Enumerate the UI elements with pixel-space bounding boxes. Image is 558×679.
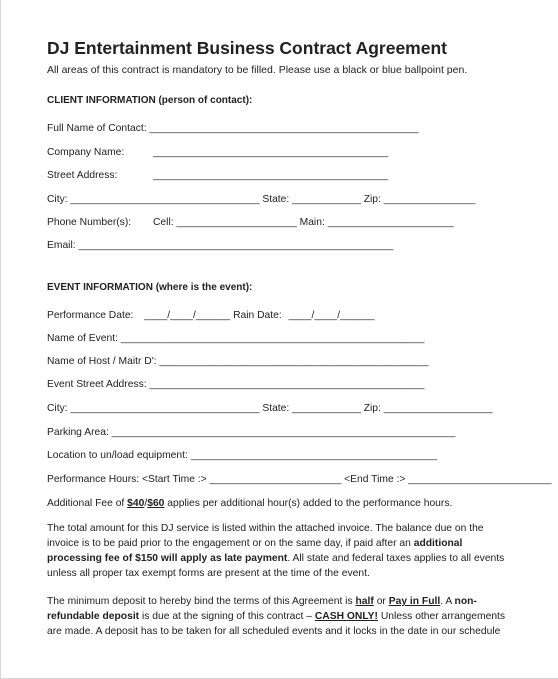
payment-terms-line-3 — [47, 551, 525, 566]
deposit-line-1-tail: . A — [440, 596, 452, 607]
event-name-row — [47, 333, 424, 344]
non-bold: non- — [454, 596, 477, 607]
event-city-row — [47, 403, 493, 414]
form-title: DJ Entertainment Business Contract Agreement — [47, 38, 447, 58]
deposit-terms-paragraph — [47, 594, 525, 639]
host-label: Name of Host / Maitr D': — [47, 356, 157, 367]
deposit-terms-line-1 — [47, 594, 525, 609]
event-hours-row — [47, 474, 551, 485]
fee-prefix: Additional Fee of — [47, 498, 125, 509]
payment-terms-line-2 — [47, 536, 525, 551]
client-city-row — [47, 194, 475, 205]
fee-40: $40 — [127, 498, 145, 509]
company-field[interactable]: _________________________________________ — [153, 147, 388, 158]
deposit-line-2-text: is due at the signing of this contract – — [141, 611, 312, 622]
hours-label: Performance Hours: — [47, 474, 140, 485]
client-full-name-row — [47, 123, 419, 134]
fee-suffix: applies per additional hour(s) added to the performance hours. — [167, 498, 453, 509]
city-field[interactable]: _________________________________ — [70, 194, 260, 205]
start-time-label: <Start Time :> — [142, 474, 207, 485]
fee-separator: / — [144, 498, 148, 509]
load-label: Location to un/load equipment: — [47, 450, 188, 461]
additional-fee-row — [47, 498, 452, 509]
cell-field[interactable]: _____________________ — [176, 217, 297, 228]
deposit-terms-line-2 — [47, 609, 525, 624]
half-bold: half — [355, 596, 374, 607]
event-city-field[interactable]: _________________________________ — [70, 403, 260, 414]
additional-bold: additional — [413, 538, 463, 549]
cell-label: Cell: — [153, 217, 174, 228]
cash-only-bold: CASH ONLY! — [314, 611, 378, 622]
event-name-field[interactable]: _____________________________________________________ — [120, 333, 425, 344]
performance-date-label: Performance Date: — [47, 310, 134, 321]
event-street-field[interactable]: ________________________________________________ — [149, 379, 425, 390]
event-load-row — [47, 450, 437, 461]
full-name-field[interactable]: _______________________________________________ — [149, 123, 419, 134]
payment-terms-line-2-text: invoice is to be paid prior to the engagement or on the same day, if paid after an — [47, 538, 411, 549]
event-street-row — [47, 379, 424, 390]
event-host-row — [47, 356, 429, 367]
full-name-label: Full Name of Contact: — [47, 123, 147, 134]
payment-terms-line-1: The total amount for this DJ service is listed within the attached invoice. The balance due on the — [47, 523, 484, 534]
client-email-row — [47, 240, 393, 251]
deposit-terms-line-3: are made. A deposit has to be taken for all scheduled events and it locks in the date in our schedule — [47, 626, 501, 637]
payment-terms-paragraph — [47, 521, 525, 581]
payment-terms-line-3-text: . All state and federal taxes applies to all events — [287, 553, 505, 564]
state-field[interactable]: ____________ — [292, 194, 361, 205]
event-street-label: Event Street Address: — [47, 379, 147, 390]
event-parking-row — [47, 427, 455, 438]
state-label: State: — [262, 194, 290, 205]
city-label: City: — [47, 194, 68, 205]
event-zip-label: Zip: — [363, 403, 381, 414]
fee-60: $60 — [147, 498, 165, 509]
event-state-label: State: — [262, 403, 290, 414]
client-company-row — [47, 147, 388, 158]
deposit-line-1-text: The minimum deposit to hereby bind the terms of this Agreement is — [47, 596, 353, 607]
performance-date-field[interactable]: ____/____/______ — [144, 310, 231, 321]
client-street-row — [47, 170, 388, 181]
parking-label: Parking Area: — [47, 427, 109, 438]
rain-date-field[interactable]: ____/____/______ — [288, 310, 375, 321]
event-section-heading: EVENT INFORMATION (where is the event): — [47, 282, 253, 293]
event-date-row — [47, 310, 375, 321]
end-time-label: <End Time :> — [344, 474, 406, 485]
client-phone-row — [47, 217, 454, 228]
host-field[interactable]: _______________________________________________ — [159, 356, 429, 367]
form-instructions: All areas of this contract is mandatory to be filled. Please use a black or blue ballpoint pen. — [47, 64, 468, 76]
late-fee-bold: processing fee of $150 will apply as late payment — [47, 553, 288, 564]
company-label: Company Name: — [47, 147, 125, 158]
event-zip-field[interactable]: ___________________ — [383, 403, 493, 414]
parking-field[interactable]: ____________________________________________________________ — [111, 427, 456, 438]
payment-terms-line-4: unless all proper tax exempt forms are present at the time of the event. — [47, 568, 370, 579]
email-label: Email: — [47, 240, 76, 251]
street-field[interactable]: _________________________________________ — [153, 170, 388, 181]
event-name-label: Name of Event: — [47, 333, 118, 344]
start-time-field[interactable]: _______________________ — [209, 474, 342, 485]
refundable-deposit-bold: refundable deposit — [47, 611, 140, 622]
end-time-field[interactable]: _________________________ — [408, 474, 552, 485]
zip-label: Zip: — [363, 194, 381, 205]
email-field[interactable]: _______________________________________________________ — [78, 240, 394, 251]
event-state-field[interactable]: ____________ — [292, 403, 361, 414]
deposit-line-2-tail: Unless other arrangements — [380, 611, 506, 622]
client-section-heading: CLIENT INFORMATION (person of contact): — [47, 95, 253, 106]
phone-label: Phone Number(s): — [47, 217, 132, 228]
load-field[interactable]: ___________________________________________ — [190, 450, 437, 461]
or-text: or — [376, 596, 386, 607]
main-field[interactable]: ______________________ — [327, 217, 454, 228]
rain-date-label: Rain Date: — [233, 310, 282, 321]
pay-in-full-bold: Pay in Full — [388, 596, 441, 607]
street-label: Street Address: — [47, 170, 118, 181]
main-label: Main: — [299, 217, 325, 228]
event-city-label: City: — [47, 403, 68, 414]
zip-field[interactable]: ________________ — [383, 194, 476, 205]
